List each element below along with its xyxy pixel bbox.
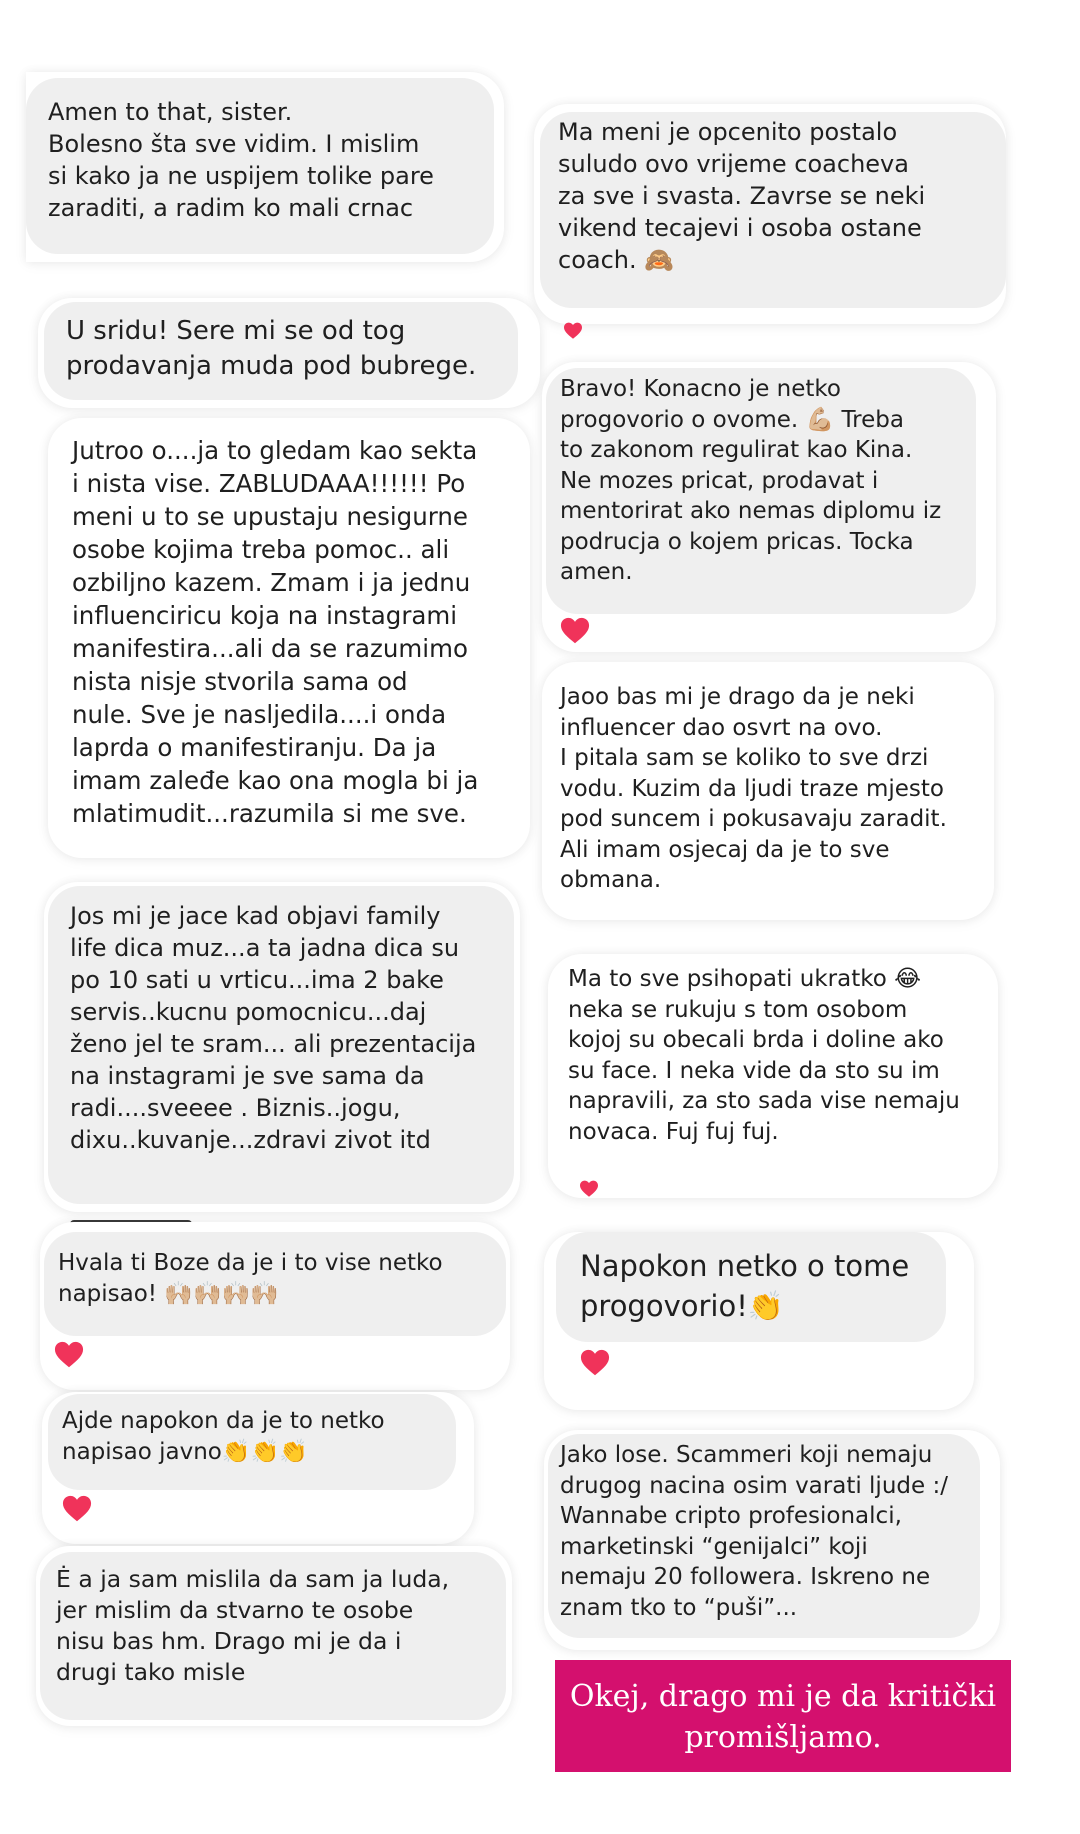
comment-bubble-12: Napokon netko o tome progovorio!👏 [556, 1232, 946, 1342]
comment-bubble-8: Ma meni je opcenito postalo suludo ovo vrijeme coacheva za sve i svasta. Zavrse se neki vikend tecajevi i osoba ostane coach. 🙈 [540, 112, 1006, 308]
comment-bubble-6: Ajde napokon da je to netko napisao javno👏👏👏 [48, 1394, 456, 1490]
comment-bubble-11: Ma to sve psihopati ukratko 😂 neka se rukuju s tom osobom kojoj su obecali brda i doline ako su face. I neka vide da sto su im napravili, za sto sada vise nemaju novaca. Fuj fuj fuj. [552, 960, 992, 1178]
comment-bubble-10: Jaoo bas mi je drago da je neki influencer dao osvrt na ovo. I pitala sam se koliko to sve drzi vodu. Kuzim da ljudi traze mjesto pod suncem i pokusavaju zaradit. Ali imam osjecaj da je to sve obmana. [546, 668, 982, 908]
comment-bubble-13: Jako lose. Scammeri koji nemaju drugog nacina osim varati ljude :/ Wannabe cripto profesionalci, marketinski “genijalci” koji nemaju 20 followera. Iskreno ne znam tko to “puši”... [548, 1434, 980, 1638]
comment-bubble-5: Hvala ti Boze da je i to vise netko napisao! 🙌🏼🙌🏼🙌🏼🙌🏼 [44, 1232, 506, 1336]
comment-bubble-1: Amen to that, sister. Bolesno šta sve vidim. I mislim si kako ja ne uspijem tolike pare zaraditi, a radim ko mali crnac [26, 78, 494, 254]
comment-bubble-4: Jos mi je jace kad objavi family life dica muz...a ta jadna dica su po 10 sati u vrticu...ima 2 bake servis..kucnu pomocnicu...daj ženo jel te sram... ali prezentacija na instagrami je sve sama da radi....sveeee . Biznis..jogu, dixu..kuvanje...zdravi zivot itd [48, 886, 514, 1204]
comment-bubble-3: Jutroo o....ja to gledam kao sekta i nista vise. ZABLUDAAA!!!!!! Po meni u to se upustaju nesigurne osobe kojima treba pomoc.. ali ozbiljno kazem. Zmam i ja jednu influenciricu koja na instagrami manifestira...ali da se razumimo nista nisje stvorila sama od nule. Sve je nasljedila....i onda laprda o manifestiranju. Da ja imam zaleđe kao ona mogla bi ja mlatimudit...razumila si me sve. [50, 420, 520, 856]
comment-bubble-9: Bravo! Konacno je netko progovorio o ovome. 💪🏼 Treba to zakonom regulirat kao Kina. Ne mozes pricat, prodavat i mentorirat ako nemas diplomu iz podrucja o kojem pricas. Tocka amen. [546, 368, 976, 614]
heart-reaction-icon[interactable] [580, 1348, 610, 1378]
story-caption: Okej, drago mi je da kritički promišljamo. [555, 1660, 1011, 1772]
comment-bubble-7: Ė a ja sam mislila da sam ja luda, jer mislim da stvarno te osobe nisu bas hm. Drago mi je da i drugi tako misle [40, 1552, 506, 1720]
heart-reaction-icon[interactable] [62, 1494, 92, 1524]
heart-reaction-icon[interactable] [574, 1180, 604, 1198]
comment-bubble-2: U sridu! Sere mi se od tog prodavanja muda pod bubrege. [44, 302, 518, 400]
heart-reaction-icon[interactable] [558, 322, 588, 340]
heart-reaction-icon[interactable] [560, 616, 590, 646]
heart-reaction-icon[interactable] [54, 1340, 84, 1370]
